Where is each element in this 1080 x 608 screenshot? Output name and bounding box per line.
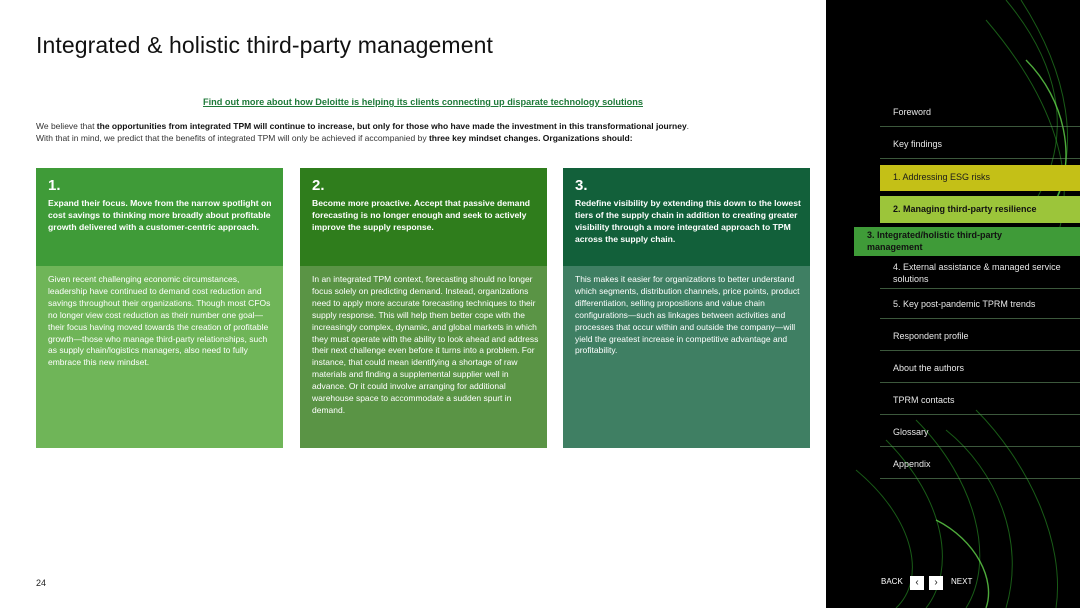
sidebar-item-label: 4. External assistance & managed service solutions [893,262,1061,284]
card-number: 1. [48,177,61,194]
card-body [300,266,547,448]
mindset-card-3 [563,168,810,448]
sidebar-item-label: Key findings [893,139,943,149]
sidebar-item-label: About the authors [893,363,965,373]
sidebar-item-label: 1. Addressing ESG risks [893,172,991,182]
intro-line2-plain: With that in mind, we predict that the benefits of integrated TPM will only be achieved if accompanied by [36,133,429,143]
sidebar-item-key-findings[interactable] [880,132,1080,159]
card-header [563,168,810,266]
sidebar-item-label: 5. Key post-pandemic TPRM trends [893,299,1036,309]
sidebar-item-label: Respondent profile [893,331,969,341]
page-title: Integrated & holistic third-party management [36,32,493,58]
card-heading: Redefine visibility by extending this down to the lowest tiers of the supply chain in addition to creating greater visibility through a more integrated approach to TPM across the supply chain. [575,198,801,244]
sidebar-item-external-assistance[interactable] [880,258,1080,289]
deloitte-solutions-link[interactable]: Find out more about how Deloitte is helping its clients connecting up disparate technology solutions [202,97,643,107]
chevron-left-icon: ‹ [915,577,919,588]
sidebar-item-respondent-profile[interactable] [880,324,1080,351]
mindset-card-1 [36,168,283,448]
chevron-right-icon: › [934,577,938,588]
sidebar-item-tprm-contacts[interactable] [880,388,1080,415]
intro-line1-plain: We believe that [36,121,97,131]
intro-line1-end: . [686,121,690,131]
card-body-text: In an integrated TPM context, forecasting should no longer focus solely on predicting demand. Instead, organizations need to apply more accurate forecasting techniques to their supply response. This will help them better cope with the increasingly complex, dynamic, and global markets in which they must operate with the ability to look ahead and address their next challenge even before it turns into a problem. For instance, that could mean identifying a shortage of raw materials and finding a supplemental supplier well in advance. Or it could involve arranging for additional warehouse space to accommodate a sudden spurt in demand. [312,274,539,415]
intro-text [36,120,796,144]
sidebar-item-tprm-trends[interactable] [880,292,1080,319]
sidebar-item-glossary[interactable] [880,420,1080,447]
card-number: 3. [575,177,588,194]
sidebar-item-label: Appendix [893,459,931,469]
page-number: 24 [36,578,47,588]
card-heading: Expand their focus. Move from the narrow spotlight on cost savings to thinking more broadly about profitable growth delivered with a customer-centric approach. [48,198,272,232]
sidebar-item-foreword[interactable] [880,100,1080,127]
card-body-text: Given recent challenging economic circumstances, leadership have continued to demand cost reduction and savings throughout their organizations. Though most CFOs no longer view cost reduction as their number one goal—their focus having moved towards the creation of profitable growth—those who manage third-party relationships, such as supply chain/logistics managers, also need to fully embrace this new mindset. [48,274,271,368]
intro-line2-bold: three key mindset changes. Organizations should: [428,133,633,143]
sidebar-item-esg-risks[interactable] [880,165,1080,191]
sidebar-item-label: 3. Integrated/holistic third-party management [867,230,1003,252]
sidebar-item-third-party-resilience[interactable] [880,196,1080,223]
card-body [563,266,810,448]
sidebar-item-appendix[interactable] [880,452,1080,479]
card-number: 2. [312,177,325,194]
back-label[interactable]: BACK [881,577,903,586]
back-button[interactable] [910,576,924,590]
sidebar-item-label: Foreword [893,107,932,117]
intro-line1-bold: the opportunities from integrated TPM will continue to increase, but only for those who have made the investment in this transformational journey [96,121,687,131]
sidebar [826,0,1080,608]
card-heading: Become more proactive. Accept that passive demand forecasting is no longer enough and seek to actively improve the supply response. [312,198,530,232]
next-button[interactable] [929,576,943,590]
mindset-card-2 [300,168,547,448]
sidebar-item-label: Glossary [893,427,929,437]
card-body-text: This makes it easier for organizations to better understand which segments, distribution channels, price points, product differentiation, selling propositions and value chain configurations—such as linkages between activities and processes that occur within and outside the company—will yield the greatest increase in competitive advantage and profitability. [575,274,800,356]
card-body [36,266,283,448]
sidebar-item-label: 2. Managing third-party resilience [893,204,1037,214]
card-header [36,168,283,266]
sidebar-item-about-authors[interactable] [880,356,1080,383]
next-label[interactable]: NEXT [951,577,973,586]
card-header [300,168,547,266]
sidebar-item-label: TPRM contacts [893,395,955,405]
sidebar-item-integrated-tpm[interactable] [854,227,1080,256]
